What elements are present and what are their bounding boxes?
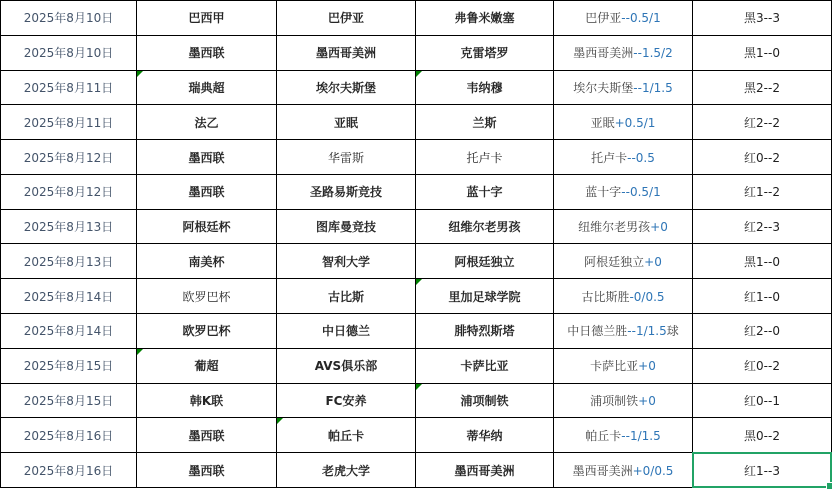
cell-home-team[interactable] <box>277 1 416 36</box>
league-text: 阿根廷杯 <box>182 220 231 235</box>
away-team-text: 克雷塔罗 <box>460 46 509 61</box>
cell-result[interactable] <box>693 314 832 349</box>
cell-date[interactable] <box>1 244 137 279</box>
away-team-text: 浦项制铁 <box>460 394 509 409</box>
away-team-text: 墨西哥美洲 <box>454 463 515 478</box>
league-text: 墨西联 <box>188 150 225 165</box>
cell-handicap[interactable] <box>554 314 693 349</box>
cell-date[interactable] <box>1 384 137 419</box>
cell-date[interactable] <box>1 36 137 71</box>
handicap-line-text: --1/1.5 <box>627 324 667 339</box>
cell-home-team[interactable] <box>277 140 416 175</box>
handicap-line-text: +0 <box>644 254 662 269</box>
cell-away-team[interactable] <box>416 244 554 279</box>
cell-league[interactable] <box>137 210 277 245</box>
handicap-team-text: 巴伊亚 <box>585 11 622 26</box>
cell-handicap[interactable] <box>554 71 693 106</box>
handicap-team-text: 墨西哥美洲 <box>572 463 633 478</box>
handicap-line-text: --1/1.5 <box>621 428 661 443</box>
cell-home-team[interactable] <box>277 418 416 453</box>
home-team-text: 华雷斯 <box>327 150 364 165</box>
handicap-team-text: 卡萨比亚 <box>590 359 639 374</box>
cell-home-team[interactable] <box>277 244 416 279</box>
table-row <box>1 210 832 245</box>
league-text: 瑞典超 <box>188 80 225 95</box>
table-row <box>1 314 832 349</box>
cell-away-team[interactable] <box>416 210 554 245</box>
error-indicator-icon <box>277 418 283 424</box>
away-team-text: 蒂华纳 <box>466 428 503 443</box>
home-team-text: 帕丘卡 <box>327 428 364 443</box>
result-text: 黑1--0 <box>744 46 780 61</box>
home-team-text: AVS俱乐部 <box>314 359 378 374</box>
handicap-team-text: 埃尔夫斯堡 <box>573 80 634 95</box>
cell-date[interactable] <box>1 71 137 106</box>
home-team-text: 古比斯 <box>327 289 364 304</box>
away-team-text: 腓特烈斯塔 <box>454 324 515 339</box>
cell-away-team[interactable] <box>416 71 554 106</box>
league-text: 墨西联 <box>188 185 225 200</box>
cell-handicap[interactable] <box>554 418 693 453</box>
away-team-text: 兰斯 <box>472 115 497 130</box>
handicap-team-text: 纽维尔老男孩 <box>578 220 651 235</box>
handicap-team-text: 浦项制铁 <box>590 394 639 409</box>
table-row <box>1 71 832 106</box>
result-text: 黑3--3 <box>744 11 780 26</box>
cell-result[interactable] <box>693 1 832 36</box>
cell-result[interactable] <box>693 71 832 106</box>
cell-home-team[interactable] <box>277 349 416 384</box>
date-text: 2025年8月16日 <box>23 428 114 443</box>
cell-result[interactable] <box>693 140 832 175</box>
home-team-text: 智利大学 <box>321 254 370 269</box>
cell-handicap[interactable] <box>554 1 693 36</box>
cell-handicap[interactable] <box>554 175 693 210</box>
cell-result[interactable] <box>693 384 832 419</box>
cell-league[interactable] <box>137 349 277 384</box>
cell-away-team[interactable] <box>416 140 554 175</box>
cell-league[interactable] <box>137 244 277 279</box>
handicap-line-text: +0 <box>638 394 656 409</box>
cell-date[interactable] <box>1 349 137 384</box>
handicap-team-text: 帕丘卡 <box>585 428 622 443</box>
table-row <box>1 349 832 384</box>
cell-result[interactable] <box>693 105 832 140</box>
cell-handicap[interactable] <box>554 36 693 71</box>
home-team-text: 圣路易斯竞技 <box>309 185 382 200</box>
error-indicator-icon <box>416 279 422 285</box>
result-text: 红1--0 <box>744 289 780 304</box>
cell-result[interactable] <box>693 279 832 314</box>
cell-home-team[interactable] <box>277 36 416 71</box>
cell-date[interactable] <box>1 453 137 488</box>
cell-date[interactable] <box>1 314 137 349</box>
error-indicator-icon <box>137 71 143 77</box>
cell-date[interactable] <box>1 279 137 314</box>
handicap-line-text: --0.5/1 <box>621 11 661 26</box>
cell-away-team[interactable] <box>416 1 554 36</box>
cell-handicap[interactable] <box>554 279 693 314</box>
cell-handicap[interactable] <box>554 384 693 419</box>
date-text: 2025年8月10日 <box>23 46 114 61</box>
handicap-team-text: 蓝十字 <box>585 185 622 200</box>
away-team-text: 托卢卡 <box>466 150 503 165</box>
date-text: 2025年8月13日 <box>23 254 114 269</box>
league-text: 墨西联 <box>188 428 225 443</box>
cell-away-team[interactable] <box>416 418 554 453</box>
handicap-team-text: 中日德兰胜 <box>567 324 628 339</box>
away-team-text: 韦纳穆 <box>466 80 503 95</box>
table-row <box>1 418 832 453</box>
date-text: 2025年8月15日 <box>23 359 114 374</box>
result-text: 红0--1 <box>744 394 780 409</box>
table-row <box>1 453 832 488</box>
handicap-suffix-text: 球 <box>666 324 679 339</box>
away-team-text: 弗鲁米嫩塞 <box>454 11 515 26</box>
league-text: 韩K联 <box>189 394 224 409</box>
cell-away-team[interactable] <box>416 314 554 349</box>
cell-date[interactable] <box>1 105 137 140</box>
cell-league[interactable] <box>137 36 277 71</box>
cell-date[interactable] <box>1 175 137 210</box>
handicap-line-text: --0.5/1 <box>621 185 661 200</box>
home-team-text: 埃尔夫斯堡 <box>315 80 376 95</box>
cell-date[interactable] <box>1 418 137 453</box>
cell-away-team[interactable] <box>416 279 554 314</box>
table-row <box>1 244 832 279</box>
result-text: 黑2--2 <box>744 80 780 95</box>
cell-result[interactable] <box>693 244 832 279</box>
handicap-line-text: +0 <box>638 359 656 374</box>
cell-league[interactable] <box>137 418 277 453</box>
cell-result[interactable] <box>693 210 832 245</box>
league-text: 葡超 <box>194 359 219 374</box>
cell-handicap[interactable] <box>554 244 693 279</box>
cell-away-team[interactable] <box>416 349 554 384</box>
cell-date[interactable] <box>1 1 137 36</box>
cell-home-team[interactable] <box>277 210 416 245</box>
cell-home-team[interactable] <box>277 71 416 106</box>
cell-league[interactable] <box>137 140 277 175</box>
league-text: 南美杯 <box>188 254 225 269</box>
result-text: 红0--2 <box>744 359 780 374</box>
table-row <box>1 384 832 419</box>
table-row <box>1 105 832 140</box>
error-indicator-icon <box>137 349 143 355</box>
cell-away-team[interactable] <box>416 36 554 71</box>
date-text: 2025年8月14日 <box>23 324 114 339</box>
result-text: 红2--0 <box>744 324 780 339</box>
home-team-text: FC安养 <box>325 394 367 409</box>
home-team-text: 巴伊亚 <box>327 11 364 26</box>
cell-home-team[interactable] <box>277 384 416 419</box>
league-text: 巴西甲 <box>188 11 225 26</box>
cell-away-team[interactable] <box>416 175 554 210</box>
league-text: 欧罗巴杯 <box>182 289 231 304</box>
result-text: 黑0--2 <box>744 428 780 443</box>
cell-away-team[interactable] <box>416 384 554 419</box>
handicap-line-text: +0/0.5 <box>632 463 674 478</box>
home-team-text: 老虎大学 <box>321 463 370 478</box>
home-team-text: 墨西哥美洲 <box>315 46 376 61</box>
cell-league[interactable] <box>137 314 277 349</box>
fill-handle[interactable] <box>826 482 832 490</box>
result-text: 黑1--0 <box>744 254 780 269</box>
cell-league[interactable] <box>137 279 277 314</box>
cell-result[interactable] <box>693 36 832 71</box>
league-text: 墨西联 <box>188 463 225 478</box>
handicap-line-text: --1/1.5 <box>633 80 673 95</box>
result-text: 红1--3 <box>744 463 780 478</box>
away-team-text: 蓝十字 <box>466 185 503 200</box>
home-team-text: 图库曼竞技 <box>315 220 376 235</box>
handicap-team-text: 阿根廷独立 <box>584 254 645 269</box>
cell-handicap[interactable] <box>554 105 693 140</box>
selected-cell-result[interactable] <box>693 453 832 488</box>
cell-date[interactable] <box>1 210 137 245</box>
table-row <box>1 1 832 36</box>
result-text: 红1--2 <box>744 185 780 200</box>
date-text: 2025年8月11日 <box>23 115 114 130</box>
cell-result[interactable] <box>693 418 832 453</box>
handicap-team-text: 古比斯胜 <box>581 289 630 304</box>
result-text: 红2--3 <box>744 220 780 235</box>
cell-date[interactable] <box>1 140 137 175</box>
league-text: 欧罗巴杯 <box>182 324 231 339</box>
away-team-text: 里加足球学院 <box>448 289 521 304</box>
cell-league[interactable] <box>137 1 277 36</box>
handicap-team-text: 亚眠 <box>590 115 615 130</box>
home-team-text: 亚眠 <box>333 115 358 130</box>
away-team-text: 卡萨比亚 <box>460 359 509 374</box>
cell-home-team[interactable] <box>277 105 416 140</box>
cell-result[interactable] <box>693 175 832 210</box>
table-row <box>1 175 832 210</box>
cell-league[interactable] <box>137 453 277 488</box>
handicap-line-text: --1.5/2 <box>633 46 673 61</box>
handicap-line-text: --0.5 <box>627 150 655 165</box>
handicap-line-text: +0 <box>650 220 668 235</box>
date-text: 2025年8月10日 <box>23 11 114 26</box>
date-text: 2025年8月11日 <box>23 80 114 95</box>
cell-result[interactable] <box>693 349 832 384</box>
error-indicator-icon <box>416 71 422 77</box>
date-text: 2025年8月15日 <box>23 394 114 409</box>
cell-home-team[interactable] <box>277 314 416 349</box>
away-team-text: 阿根廷独立 <box>454 254 515 269</box>
cell-handicap[interactable] <box>554 210 693 245</box>
table-row <box>1 140 832 175</box>
away-team-text: 纽维尔老男孩 <box>448 220 521 235</box>
cell-away-team[interactable] <box>416 453 554 488</box>
cell-away-team[interactable] <box>416 105 554 140</box>
cell-handicap[interactable] <box>554 453 693 488</box>
date-text: 2025年8月13日 <box>23 220 114 235</box>
cell-handicap[interactable] <box>554 349 693 384</box>
cell-home-team[interactable] <box>277 279 416 314</box>
table-row <box>1 36 832 71</box>
result-text: 红2--2 <box>744 115 780 130</box>
cell-league[interactable] <box>137 384 277 419</box>
date-text: 2025年8月12日 <box>23 150 114 165</box>
cell-home-team[interactable] <box>277 453 416 488</box>
date-text: 2025年8月14日 <box>23 289 114 304</box>
handicap-line-text: +0.5/1 <box>614 115 656 130</box>
cell-league[interactable] <box>137 175 277 210</box>
handicap-line-text: -0/0.5 <box>629 289 665 304</box>
cell-home-team[interactable] <box>277 175 416 210</box>
home-team-text: 中日德兰 <box>321 324 370 339</box>
handicap-team-text: 墨西哥美洲 <box>573 46 634 61</box>
cell-league[interactable] <box>137 105 277 140</box>
table-row <box>1 279 832 314</box>
handicap-team-text: 托卢卡 <box>591 150 628 165</box>
cell-league[interactable] <box>137 71 277 106</box>
result-text: 红0--2 <box>744 150 780 165</box>
cell-handicap[interactable] <box>554 140 693 175</box>
league-text: 法乙 <box>194 115 219 130</box>
date-text: 2025年8月16日 <box>23 463 114 478</box>
league-text: 墨西联 <box>188 46 225 61</box>
error-indicator-icon <box>416 384 422 390</box>
date-text: 2025年8月12日 <box>23 185 114 200</box>
